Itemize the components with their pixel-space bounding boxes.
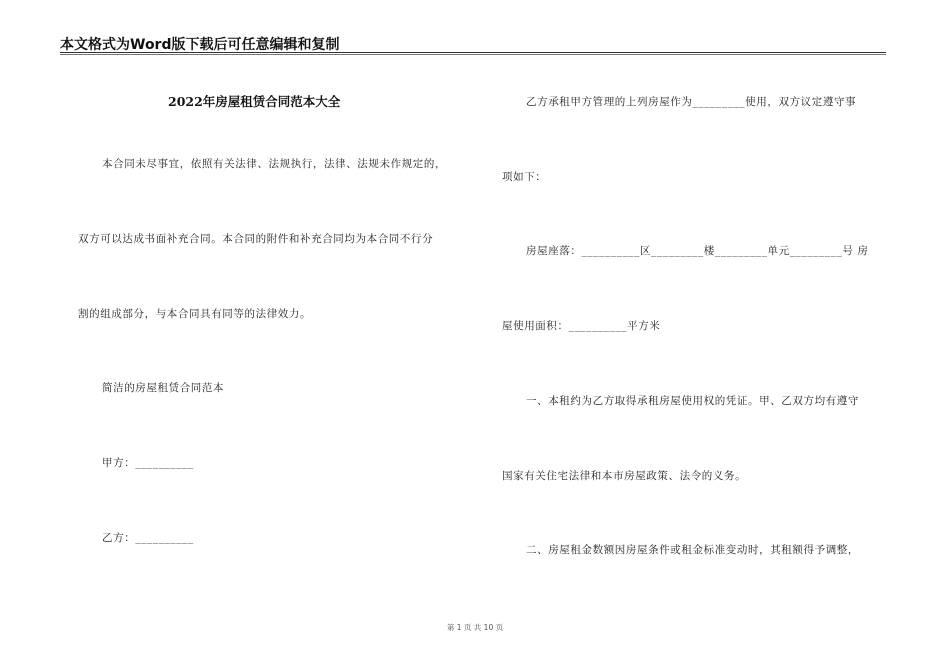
property-area-line: 屋使用面积：__________平方米 xyxy=(502,320,661,332)
clause-one-line-1: 一、本租约为乙方取得承租房屋使用权的凭证。甲、乙双方均有遵守 xyxy=(526,395,859,407)
right-paragraph-line-1: 乙方承租甲方管理的上列房屋作为_________使用，双方议定遵守事 xyxy=(526,96,857,108)
page-footer: 第 1 页 共 10 页 xyxy=(446,623,504,632)
document-title: 2022年房屋租赁合同范本大全 xyxy=(168,94,341,109)
page-header xyxy=(60,34,886,54)
header-rule xyxy=(60,52,886,53)
left-paragraph-line-3: 割的组成部分，与本合同具有同等的法律效力。 xyxy=(78,308,312,320)
party-b-field: 乙方：__________ xyxy=(102,532,194,544)
header-text: 本文格式为Word版下载后可任意编辑和复制 xyxy=(60,37,340,53)
party-a-field: 甲方：__________ xyxy=(102,457,194,469)
header-rule-secondary xyxy=(60,54,886,55)
right-paragraph-line-2: 项如下： xyxy=(502,171,547,183)
clause-one-line-2: 国家有关住宅法律和本市房屋政策、法令的义务。 xyxy=(502,470,747,482)
section-heading: 简洁的房屋租赁合同范本 xyxy=(102,382,225,394)
clause-two-line-1: 二、房屋租金数额因房屋条件或租金标准变动时，其租额得予调整， xyxy=(526,544,859,556)
property-location-line: 房屋座落：__________区_________楼_________单元_________号 房 xyxy=(526,245,869,257)
left-paragraph-line-2: 双方可以达成书面补充合同。本合同的附件和补充合同均为本合同不行分 xyxy=(78,233,434,245)
left-paragraph-line-1: 本合同未尽事宜，依照有关法律、法规执行，法律、法规未作规定的， xyxy=(102,158,447,170)
